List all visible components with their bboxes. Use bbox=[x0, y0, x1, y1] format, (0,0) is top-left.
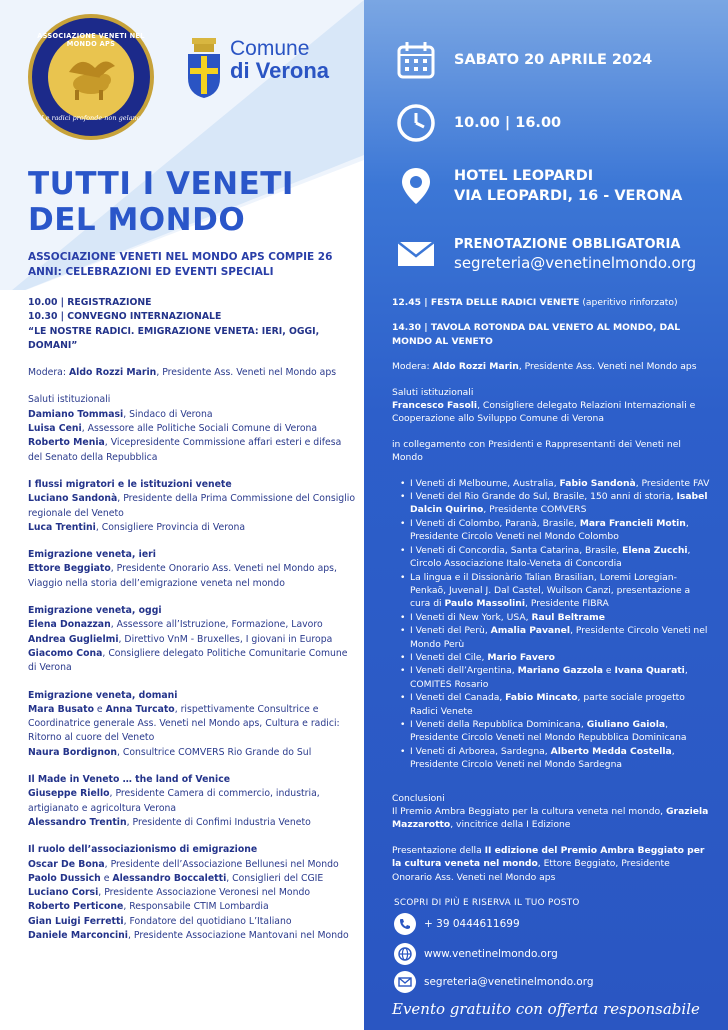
speaker-line bbox=[28, 703, 358, 746]
speaker-line bbox=[392, 399, 712, 426]
event-time: 10.00 | 16.00 bbox=[454, 115, 562, 131]
speaker-name: Francesco Fasoli bbox=[392, 400, 478, 412]
morning-program bbox=[28, 296, 358, 956]
speaker-line bbox=[28, 422, 358, 436]
moderator-prefix: Modera: bbox=[392, 361, 433, 373]
list-item: • I Veneti del Canada, Fabio Mincato, parte sociale progetto Radici Venete bbox=[402, 691, 712, 718]
speaker-name: Alessandro Boccaletti bbox=[112, 872, 227, 884]
list-item: • I Veneti di New York, USA, Raul Beltrame bbox=[402, 611, 712, 624]
verona-shield-icon bbox=[186, 38, 222, 98]
festa-line bbox=[392, 296, 712, 309]
calendar-icon bbox=[396, 40, 436, 80]
speaker-line bbox=[28, 787, 358, 816]
time-row bbox=[396, 103, 561, 143]
speaker-line bbox=[28, 408, 358, 422]
speaker-role: , rispettivamente Consultrice e Coordinatrice generale Ass. Veneti nel Mondo aps, Cultura e radici: Ritorno al cuore del Veneto bbox=[28, 703, 340, 744]
conclusioni-block bbox=[392, 792, 712, 832]
speaker-name: Damiano Tommasi bbox=[28, 408, 124, 420]
speaker-name: Anna Turcato bbox=[105, 703, 175, 715]
phone-number[interactable]: + 39 0444611699 bbox=[424, 918, 520, 930]
speaker-line bbox=[28, 746, 358, 760]
speaker-name: Alessandro Trentin bbox=[28, 816, 127, 828]
speaker-line bbox=[28, 647, 358, 676]
association-logo bbox=[28, 14, 154, 140]
comune-line1: Comune bbox=[230, 37, 310, 60]
greetings-title: Saluti istituzionali bbox=[392, 386, 474, 398]
section-title: Il ruolo dell’associazionismo di emigrazione bbox=[28, 844, 258, 856]
speaker-name: Andrea Guglielmi bbox=[28, 633, 119, 645]
section-title: Emigrazione veneta, ieri bbox=[28, 549, 156, 561]
envelope-icon bbox=[396, 234, 436, 274]
speaker-role: , Responsabile CTIM Lombardia bbox=[123, 901, 269, 913]
speaker-role: , Direttivo VnM - Bruxelles, I giovani in Europa bbox=[118, 633, 333, 645]
date-row bbox=[396, 40, 652, 80]
location-pin-icon bbox=[396, 166, 436, 206]
domani-block bbox=[28, 689, 358, 760]
speaker-name: Ettore Beggiato bbox=[28, 563, 111, 575]
section-title: Il Made in Veneto … the land of Venice bbox=[28, 774, 231, 786]
contacts-title: SCOPRI DI PIÙ E RISERVA IL TUO POSTO bbox=[394, 898, 580, 908]
schedule-registration: 10.00 | REGISTRAZIONE bbox=[28, 297, 152, 308]
venue-name: HOTEL LEOPARDI bbox=[454, 168, 594, 184]
section-title: I flussi migratori e le istituzioni venete bbox=[28, 478, 232, 490]
list-item: • La lingua e il Dissionàrio Talian Brasilian, Loremi Loregian-Penkaõ, Juvenal J. Dal Castel, Wuilson Canzi, presentazione a cura di Paulo Massolini, Presidente FIBRA bbox=[402, 571, 712, 611]
section-title: Emigrazione veneta, domani bbox=[28, 689, 178, 701]
speaker-name: Giuseppe Riello bbox=[28, 788, 110, 800]
connections-list bbox=[392, 477, 712, 772]
list-item: • I Veneti di Melbourne, Australia, Fabio Sandonà, Presidente FAV bbox=[402, 477, 712, 490]
speaker-name: Naura Bordignon bbox=[28, 746, 117, 758]
logo-ring-top: ASSOCIAZIONE VENETI NEL MONDO APS bbox=[37, 32, 145, 48]
conjunction: e bbox=[100, 872, 113, 884]
title-line2: DEL MONDO bbox=[28, 202, 246, 238]
speaker-line bbox=[28, 886, 358, 900]
moderator-role: , Presidente Ass. Veneti nel Mondo aps bbox=[518, 361, 697, 373]
speaker-line bbox=[28, 492, 358, 521]
presentazione-block: Presentazione della II edizione del Premio Ambra Beggiato per la cultura veneta nel mondo, Ettore Beggiato, Presidente Onorario Ass. Veneti nel Mondo aps bbox=[392, 844, 705, 883]
speaker-role: , Assessore all’Istruzione, Formazione, Lavoro bbox=[110, 619, 323, 631]
speaker-line bbox=[28, 858, 358, 872]
booking-title: PRENOTAZIONE OBBLIGATORIA bbox=[454, 237, 681, 252]
festa-title: 12.45 | FESTA DELLE RADICI VENETE bbox=[392, 297, 580, 308]
greetings-block bbox=[28, 393, 358, 464]
speaker-line bbox=[28, 900, 358, 914]
mail-icon bbox=[394, 971, 416, 993]
speaker-name: Luca Trentini bbox=[28, 521, 96, 533]
speaker-line bbox=[28, 521, 358, 535]
schedule-block bbox=[28, 296, 358, 353]
speaker-name: Roberto Menia bbox=[28, 437, 105, 449]
phone-icon bbox=[394, 913, 416, 935]
speaker-name: Daniele Marconcini bbox=[28, 929, 128, 941]
list-item: • I Veneti di Colombo, Paranà, Brasile, Mara Francieli Motin, Presidente Circolo Veneti nel Mondo Colombo bbox=[402, 517, 712, 544]
speaker-name: Luisa Ceni bbox=[28, 423, 82, 435]
section-title: Emigrazione veneta, oggi bbox=[28, 605, 162, 617]
event-date: SABATO 20 APRILE 2024 bbox=[454, 52, 653, 68]
speaker-line bbox=[28, 816, 358, 830]
speaker-name: Elena Donazzan bbox=[28, 619, 111, 631]
conclusioni-text: Il Premio Ambra Beggiato per la cultura veneta nel mondo, Graziela Mazzarotto, vincitrice della I Edizione bbox=[392, 806, 709, 831]
moderator-role: , Presidente Ass. Veneti nel Mondo aps bbox=[156, 367, 337, 379]
page-title bbox=[28, 166, 294, 238]
globe-icon bbox=[394, 943, 416, 965]
afternoon-program bbox=[392, 296, 712, 896]
logo-motto: Le radici profonde non gelano bbox=[41, 114, 141, 122]
speaker-role: , Vicepresidente Commissione affari esteri e difesa del Senato della Repubblica bbox=[28, 437, 342, 463]
event-venue bbox=[454, 166, 682, 206]
made-in-veneto-block bbox=[28, 773, 358, 830]
moderator-line bbox=[28, 366, 358, 380]
speaker-role: , Presidente Camera di commercio, industria, artigianato e agricoltura Verona bbox=[28, 788, 320, 814]
ieri-block bbox=[28, 548, 358, 591]
comune-line2: di Verona bbox=[230, 58, 330, 83]
flussi-block bbox=[28, 478, 358, 535]
booking-row bbox=[396, 234, 696, 274]
list-item: • I Veneti di Arborea, Sardegna, Alberto Medda Costella, Presidente Circolo Veneti nel Mondo Sardegna bbox=[402, 745, 712, 772]
oggi-block bbox=[28, 604, 358, 675]
conclusioni-title: Conclusioni bbox=[392, 792, 445, 804]
moderator-prefix: Modera: bbox=[28, 367, 69, 379]
email-link[interactable]: segreteria@venetinelmondo.org bbox=[424, 976, 594, 988]
speaker-role: , Fondatore del quotidiano L’Italiano bbox=[123, 915, 292, 927]
venue-address: VIA LEOPARDI, 16 - VERONA bbox=[454, 188, 683, 204]
speaker-line bbox=[28, 436, 358, 465]
speaker-line bbox=[28, 915, 358, 929]
speaker-role: , Presidente Associazione Veronesi nel Mondo bbox=[98, 887, 311, 899]
speaker-line bbox=[28, 872, 358, 886]
website-row[interactable] bbox=[394, 943, 558, 965]
speaker-role: , Sindaco di Verona bbox=[123, 408, 213, 420]
speaker-name: Giacomo Cona bbox=[28, 647, 103, 659]
speaker-role: , Presidente della Prima Commissione del Consiglio regionale del Veneto bbox=[28, 493, 356, 519]
speaker-role: , Consigliere delegato Politiche Comunitarie Comune di Verona bbox=[28, 647, 348, 674]
speaker-role: , Consigliere delegato Relazioni Internazionali e Cooperazione allo Sviluppo Comune di Verona bbox=[392, 400, 696, 425]
festa-note: (aperitivo rinforzato) bbox=[579, 297, 678, 308]
speaker-name: Roberto Perticone bbox=[28, 901, 124, 913]
speaker-role: , Consiglieri del CGIE bbox=[226, 872, 324, 884]
winged-lion-icon bbox=[61, 52, 121, 102]
speaker-name: Gian Luigi Ferretti bbox=[28, 915, 124, 927]
speaker-role: , Presidente dell’Associazione Bellunesi nel Mondo bbox=[104, 858, 339, 870]
website-link[interactable]: www.venetinelmondo.org bbox=[424, 948, 558, 960]
moderator-name: Aldo Rozzi Marin bbox=[68, 367, 157, 379]
speaker-role: , Assessore alle Politiche Sociali Comune di Verona bbox=[81, 423, 318, 435]
convegno-title: “LE NOSTRE RADICI. EMIGRAZIONE VENETA: IERI, OGGI, DOMANI” bbox=[28, 325, 320, 351]
speaker-role: , Presidente Onorario Ass. Veneti nel Mondo aps, Viaggio nella storia dell’emigrazione veneta nel mondo bbox=[28, 563, 337, 589]
comune-verona-logo bbox=[186, 38, 329, 98]
list-item: • I Veneti dell’Argentina, Mariano Gazzola e Ivana Quarati, COMITES Rosario bbox=[402, 664, 712, 691]
speaker-role: , Consultrice COMVERS Rio Grande do Sul bbox=[116, 746, 312, 758]
footer-note: Evento gratuito con offerta responsabile bbox=[392, 1000, 700, 1018]
clock-icon bbox=[396, 103, 436, 143]
speaker-name: Oscar De Bona bbox=[28, 858, 105, 870]
speaker-role: , Presidente di Confimi Industria Veneto bbox=[126, 816, 311, 828]
speaker-name: Luciano Corsi bbox=[28, 887, 99, 899]
list-item: • I Veneti del Rio Grande do Sul, Brasile, 150 anni di storia, Isabel Dalcin Quirino, Presidente COMVERS bbox=[402, 490, 712, 517]
collegamento-line: in collegamento con Presidenti e Rappresentanti dei Veneti nel Mondo bbox=[392, 438, 681, 464]
phone-row[interactable] bbox=[394, 913, 520, 935]
list-item: • I Veneti di Concordia, Santa Catarina, Brasile, Elena Zucchi, Circolo Associazione Italo-Veneta di Concordia bbox=[402, 544, 712, 571]
moderator-name: Aldo Rozzi Marin bbox=[432, 361, 519, 373]
conjunction: e bbox=[93, 703, 106, 715]
speaker-name: Luciano Sandonà bbox=[28, 493, 118, 505]
speaker-line bbox=[28, 562, 358, 591]
email-row[interactable] bbox=[394, 971, 594, 993]
greetings-title: Saluti istituzionali bbox=[28, 394, 111, 406]
ruolo-block bbox=[28, 843, 358, 943]
speaker-line bbox=[28, 633, 358, 647]
schedule-convegno: 10.30 | CONVEGNO INTERNAZIONALE bbox=[28, 311, 222, 323]
list-item: • I Veneti del Perù, Amalia Pavanel, Presidente Circolo Veneti nel Mondo Perù bbox=[402, 624, 712, 651]
speaker-line bbox=[28, 929, 358, 943]
title-line1: TUTTI I VENETI bbox=[28, 166, 294, 202]
booking-email[interactable]: segreteria@venetinelmondo.org bbox=[454, 254, 697, 272]
list-item: • I Veneti della Repubblica Dominicana, Giuliano Gaiola, Presidente Circolo Veneti nel Mondo Repubblica Dominicana bbox=[402, 718, 712, 745]
speaker-role: , Presidente Associazione Mantovani nel Mondo bbox=[127, 929, 349, 941]
speaker-name: Mara Busato bbox=[28, 703, 94, 715]
tavola-title: 14.30 | TAVOLA ROTONDA DAL VENETO AL MONDO, DAL MONDO AL VENETO bbox=[392, 322, 681, 347]
speaker-line bbox=[28, 618, 358, 632]
booking-info bbox=[454, 235, 696, 273]
greetings-block bbox=[392, 386, 712, 426]
speaker-role: , Consigliere Provincia di Verona bbox=[95, 521, 246, 533]
subtitle: ASSOCIAZIONE VENETI NEL MONDO APS COMPIE 26 ANNI: CELEBRAZIONI ED EVENTI SPECIALI bbox=[28, 251, 333, 278]
list-item: • I Veneti del Cile, Mario Favero bbox=[402, 651, 712, 664]
venue-row bbox=[396, 166, 682, 206]
speaker-name: Paolo Dussich bbox=[28, 872, 101, 884]
tavola-line bbox=[392, 321, 712, 348]
moderator-line bbox=[392, 360, 712, 373]
